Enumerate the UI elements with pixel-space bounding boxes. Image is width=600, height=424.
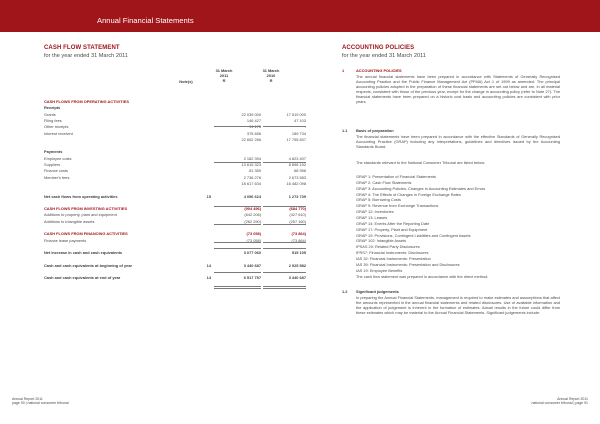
row-value-2011: 2 182 394 [243, 155, 261, 161]
standards-intro: The standards relevant to the National Consumer Tribunal are listed below: [356, 160, 486, 165]
row-value-2011: 3 077 060 [243, 250, 261, 256]
row-value-2010: 68 956 [294, 168, 306, 174]
row-label: Finance lease payments [44, 237, 87, 243]
table-row [44, 250, 320, 256]
row-value-2010: (73 864) [291, 237, 306, 243]
row-value-2010: 17 755 837 [286, 136, 306, 142]
list-item: GRAP 12: Inventories [356, 209, 394, 215]
list-item: GRAP 17: Property, Plant and Equipment [356, 226, 428, 232]
table-row [44, 225, 320, 231]
row-label: Additions to intangible assets [44, 218, 95, 224]
section-1-1-text: The financial statements have been prepared in accordance with the effective Standards of Generally Recognised Accounting Practice (GRAP) including any interpretations, guidelines and directives issued by the Accounting Standards Board. [356, 134, 560, 150]
section-1-text: The annual financial statements have been prepared in accordance with Statements of Generally Recognised Accounting Practice and the Public Finance Management Act (PFMA) Act 1 of 1999 as amended. The principal accounting policies adopted in the preparation of these financial statements are set out below and are, in all material respects, consistent with those of the previous year, except for the change in accounting policy (refer to Note 27). The financial statements have been prepared on a historic cost basis and accounting policies are consistent with prior years. [356, 74, 560, 105]
section-1-1-number: 1.1 [342, 128, 348, 133]
table-row [44, 131, 320, 137]
page-header-title: Annual Financial Statements [97, 16, 194, 25]
row-value-2011: 22 652 266 [241, 136, 261, 142]
row-value-2010: 2 925 582 [288, 262, 306, 268]
row-label: Other receipts [44, 124, 69, 130]
row-value-2011: (73 058) [246, 237, 261, 243]
row-note: 14 [206, 262, 211, 268]
row-value-2011: 3 440 687 [243, 262, 261, 268]
table-row [44, 137, 320, 143]
financing-bottom-line [214, 248, 261, 249]
table-row [44, 99, 320, 105]
section-1-number: 1 [342, 68, 345, 73]
financing-bottom-line-2010 [263, 248, 306, 249]
row-value-2010: 8 896 152 [288, 162, 306, 167]
list-item: GRAP 1: Presentation of Financial Statements [356, 174, 436, 179]
accounting-policies-title: ACCOUNTING POLICIES [342, 45, 415, 51]
closing-top-line [214, 272, 261, 273]
table-row [44, 168, 320, 174]
row-value-2010: - [304, 124, 306, 130]
row-label: Grants [44, 111, 56, 117]
row-value-2011: 4 056 624 [243, 193, 261, 199]
list-item: GRAP 102: Intangible Assets [356, 238, 407, 244]
row-note: 14 [206, 275, 211, 281]
row-label: CASH FLOWS FROM INVESTING ACTIVITIES [44, 206, 128, 212]
financing-total-line-2010 [263, 242, 306, 243]
cash-flow-subtitle: for the year ended 31 March 2011 [44, 53, 128, 59]
row-value-2011: (73 058) [246, 231, 261, 237]
row-label: Cash and cash equivalents at beginning of year [44, 262, 132, 268]
receipts-subtotal-line-2010 [263, 126, 306, 127]
col-2010-header: 31 March 2010 R [262, 68, 280, 83]
table-row [44, 149, 320, 155]
closing-double-line-2010 [263, 288, 306, 289]
row-value-2010: 4 823 407 [288, 155, 306, 161]
list-item: GRAP 3: Accounting Policies, Changes in Accounting Estimates and Errors [356, 185, 486, 191]
row-label: Cash and cash equivalents at end of year [44, 275, 121, 281]
row-value-2010: 2 673 583 [288, 174, 306, 180]
header-band [0, 0, 600, 32]
list-item: GRAP 13: Leases [356, 214, 388, 220]
section-1-2-title: Significant judgements [356, 289, 399, 294]
investing-total-line-2010 [263, 206, 306, 207]
accounting-policies-subtitle: for the year ended 31 March 2011 [342, 53, 426, 59]
row-value-2011: 375 656 [246, 130, 261, 136]
financing-total-line [214, 242, 261, 243]
row-value-2010: 16 482 098 [286, 180, 306, 186]
table-row [44, 263, 320, 269]
section-1-title: ACCOUNTING POLICIES [356, 68, 402, 73]
footer-left: Annual Report 2011 page 90 | national consumer tribunal [12, 397, 69, 406]
row-label: Receipts [44, 105, 61, 111]
closing-double-line [214, 288, 261, 289]
col-2011-header: 31 March 2011 R [215, 68, 233, 83]
row-value-2011: 13 615 323 [241, 162, 261, 167]
section-1-2-number: 1.2 [342, 289, 348, 294]
row-value-2011: 22 039 000 [241, 111, 261, 117]
table-row [44, 275, 320, 281]
row-label: Additions to property, plant and equipment [44, 212, 117, 218]
table-row [44, 112, 320, 118]
row-label: CASH FLOWS FROM OPERATING ACTIVITIES [44, 99, 129, 104]
table-row [44, 194, 320, 200]
receipts-subtotal-line [214, 126, 261, 127]
table-row [44, 175, 320, 181]
row-label: Payments [44, 149, 63, 155]
payments-subtotal-line-2010 [263, 162, 306, 163]
row-value-2010: 189 734 [291, 130, 306, 136]
table-row [44, 105, 320, 111]
list-item: GRAP 14: Events After the Reporting Date [356, 220, 430, 226]
investing-total-line [214, 206, 261, 207]
row-value-2011: (262 290) [244, 218, 261, 224]
row-label: Finance costs [44, 168, 69, 174]
row-value-2011: (642 206) [244, 212, 261, 218]
row-value-2011: 2 736 276 [243, 174, 261, 180]
row-label: Member's fees [44, 174, 70, 180]
row-value-2010: (684 770) [289, 206, 306, 212]
row-label: CASH FLOWS FROM FINANCING ACTIVITIES [44, 231, 128, 237]
table-row [44, 118, 320, 124]
section-1-2-text: In preparing the Annual Financial Statements, management is required to make estimates and assumptions that affect the amounts represented in the annual financial statements and related disclosures. Use of available information and the application of judgement is inherent in the formation of estimates. Actual results in the future could differ from these estimates which may be material to the Annual Financial Statements. Significant judgements include: [356, 295, 560, 316]
row-value-2011: 91 173 [249, 124, 261, 130]
closing-total-line [214, 286, 261, 287]
table-row [44, 181, 320, 187]
table-row [44, 156, 320, 162]
list-item: IAS 32: Financial Instruments: Presentation [356, 255, 431, 261]
table-row [44, 200, 320, 206]
table-row [44, 231, 320, 237]
row-value-2011: 6 517 757 [243, 275, 261, 281]
list-item: GRAP 4: The Effects of Changes in Foreign Exchange Rates [356, 191, 461, 197]
row-label: Net increase in cash and cash equivalents [44, 250, 123, 256]
row-value-2010: (257 160) [289, 218, 306, 224]
list-item: GRAP 9: Revenue from Exchange Transactions [356, 203, 439, 209]
list-item: IAS 19: Employee Benefits [356, 267, 403, 273]
table-row [44, 187, 320, 193]
payments-subtotal-line [214, 162, 261, 163]
row-value-2011: 81 359 [249, 168, 261, 174]
list-item: GRAP 2: Cash Flow Statements [356, 179, 412, 185]
list-item: IPSAS 20: Related Party Disclosures [356, 244, 420, 250]
row-value-2010: 515 105 [291, 250, 306, 256]
closing-total-line-2010 [263, 286, 306, 287]
list-item: GRAP 19: Provisions, Contingent Liabilities and Contingent Assets [356, 232, 471, 238]
row-value-2010: (73 864) [291, 231, 306, 237]
list-item: IFRS7: Financial Instruments: Disclosures [356, 250, 429, 256]
footer-right: Annual Report 2011 national consumer tribunal | page 91 [531, 397, 588, 406]
col-notes-header: Note(s) [179, 79, 193, 84]
row-value-2011: 18 617 634 [241, 180, 261, 186]
table-row [44, 212, 320, 218]
table-row [44, 257, 320, 263]
row-value-2011: 146 427 [246, 117, 261, 123]
row-value-2010: 47 103 [294, 117, 306, 123]
closing-top-line-2010 [263, 272, 306, 273]
list-item: GRAP 5: Borrowing Costs [356, 197, 401, 203]
row-value-2010: 1 273 739 [288, 193, 306, 199]
row-value-2011: (904 496) [244, 206, 261, 212]
row-value-2010: (427 610) [289, 212, 306, 218]
row-value-2010: 17 519 000 [286, 111, 306, 117]
section-1-1-title: Basis of preparation [356, 128, 394, 133]
investing-bottom-line-2010 [263, 224, 306, 225]
row-note: 15 [206, 193, 211, 199]
row-value-2010: 3 440 687 [288, 275, 306, 281]
cash-flow-method-note: The cash flow statement was prepared in accordance with the direct method. [356, 274, 489, 279]
row-label: Suppliers [44, 162, 61, 167]
table-row [44, 143, 320, 149]
cash-flow-title: CASH FLOW STATEMENT [44, 45, 120, 51]
row-label: Filing fees [44, 117, 62, 123]
row-label: Employee costs [44, 155, 72, 161]
list-item: IAS 39: Financial Instruments: Presentation and Disclosures [356, 261, 460, 267]
row-label: Interest received [44, 130, 73, 136]
row-label: Net cash flows from operating activities [44, 193, 118, 199]
investing-bottom-line [214, 224, 261, 225]
